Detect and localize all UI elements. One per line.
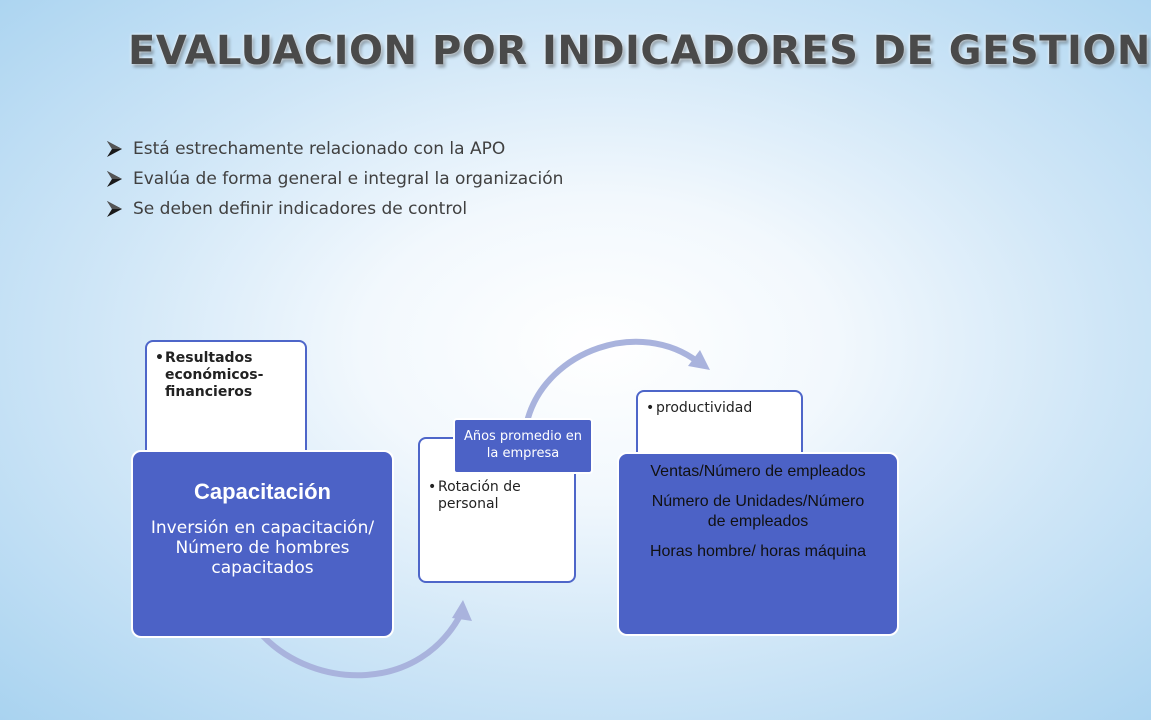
productividad-line-1: Ventas/Número de empleados xyxy=(650,463,866,480)
tag-box-resultados xyxy=(145,340,307,468)
productividad-box xyxy=(617,452,899,636)
tag-text-resultados: • Resultados económicos-financieros xyxy=(155,350,299,401)
bullet-text: Se deben definir indicadores de control xyxy=(133,199,468,219)
tag-text-rotacion: • Rotación de personal xyxy=(428,479,572,513)
productividad-line-2: Número de Unidades/Número de empleados xyxy=(651,493,865,530)
bullet-text: Está estrechamente relacionado con la APO xyxy=(133,139,506,159)
anos-promedio-box xyxy=(453,418,593,474)
slide-title: EVALUACION POR INDICADORES DE GESTION xyxy=(128,28,1151,74)
capacitacion-box xyxy=(131,450,394,638)
tag-text-productividad: • productividad xyxy=(646,400,806,417)
capacitacion-body: Inversión en capacitación/ Número de hombres capacitados xyxy=(150,518,375,578)
capacitacion-heading: Capacitación xyxy=(194,479,331,504)
anos-promedio-text: Años promedio en la empresa xyxy=(463,429,583,461)
arrowhead-lower xyxy=(452,600,472,621)
productividad-line-3: Horas hombre/ horas máquina xyxy=(649,543,867,560)
bullet-text: Evalúa de forma general e integral la organización xyxy=(133,169,564,189)
